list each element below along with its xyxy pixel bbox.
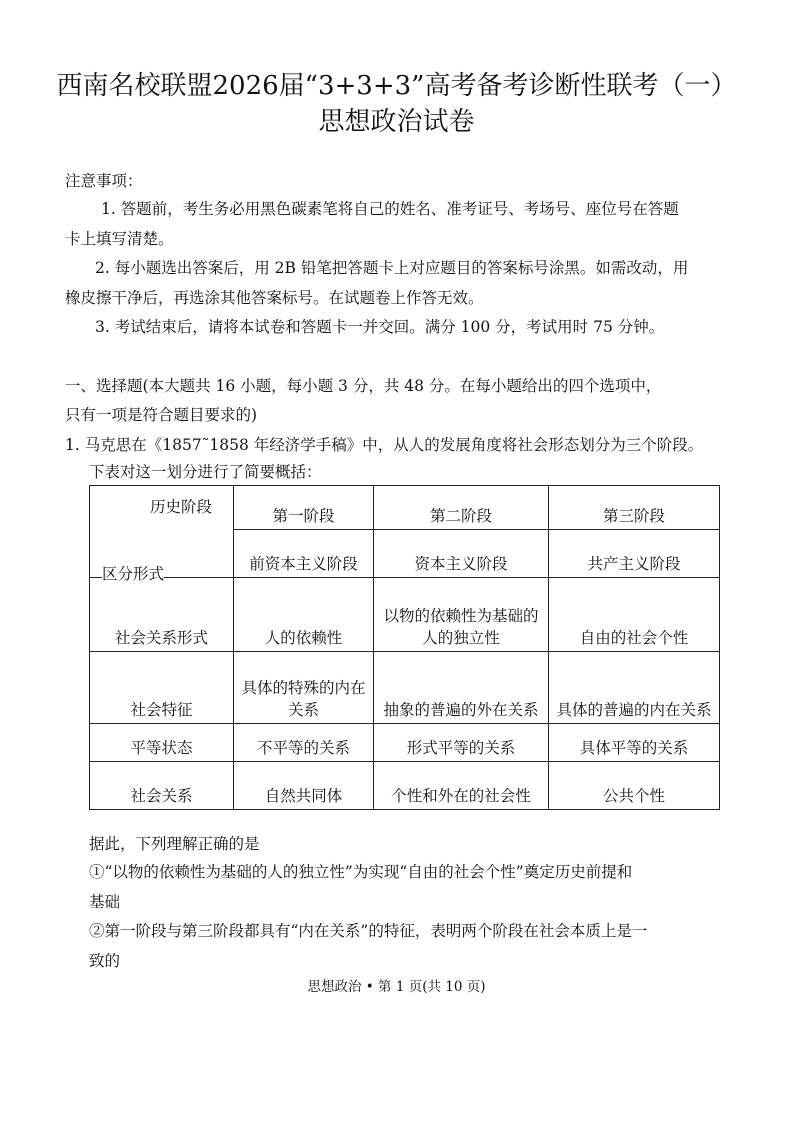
corner-top-label: 历史阶段 [150, 498, 213, 516]
question-stem-2: 下表对这一划分进行了简要概括： [89, 463, 322, 481]
row-label: 社会关系形式 [90, 578, 234, 652]
exam-title: 西南名校联盟2026届“3+3+3”高考备考诊断性联考（一） [56, 71, 737, 101]
table-corner [90, 486, 234, 583]
page-footer: 思想政治 • 第 1 页(共 10 页) [307, 979, 486, 995]
notice-heading: 注意事项： [65, 172, 143, 190]
exam-subtitle: 思想政治试卷 [318, 107, 475, 137]
stage-header-1: 第一阶段 [234, 486, 374, 530]
table-cell: 具体的特殊的内在关系 [234, 652, 374, 724]
section-heading-1: 一、选择题(本大题共 16 小题，每小题 3 分，共 48 分。在每小题给出的四个选项中， [65, 377, 662, 395]
table-cell: 自然共同体 [234, 762, 374, 810]
table-cell: 人的依赖性 [234, 578, 374, 652]
option-2-line-b: 致的 [89, 952, 121, 970]
table-cell: 形式平等的关系 [374, 724, 549, 762]
question-prompt: 据此，下列理解正确的是 [89, 835, 260, 853]
table-row [90, 578, 720, 652]
option-1-line-a: ①“以物的依赖性为基础的人的独立性”为实现“自由的社会个性”奠定历史前提和 [89, 863, 633, 881]
table-cell: 具体平等的关系 [549, 724, 720, 762]
option-2-line-a: ②第一阶段与第三阶段都具有“内在关系”的特征，表明两个阶段在社会本质上是一 [89, 922, 648, 940]
notice-item-1b: 卡上填写清楚。 [65, 230, 174, 248]
row-label: 社会关系 [90, 762, 234, 810]
question-stem-1: 1. 马克思在《1857˜1858 年经济学手稿》中，从人的发展角度将社会形态划分为三个阶段。 [65, 436, 704, 454]
notice-item-2a: 2. 每小题选出答案后，用 2B 铅笔把答题卡上对应题目的答案标号涂黑。如需改动，用 [95, 259, 689, 277]
table-cell: 自由的社会个性 [549, 578, 720, 652]
stage-table [89, 485, 720, 810]
table-row [90, 762, 720, 810]
table-row [90, 652, 720, 724]
option-1-line-b: 基础 [89, 893, 121, 911]
row-label: 平等状态 [90, 724, 234, 762]
table-cell: 公共个性 [549, 762, 720, 810]
notice-item-2b: 橡皮擦干净后，再选涂其他答案标号。在试题卷上作答无效。 [65, 289, 484, 307]
table-cell: 以物的依赖性为基础的人的独立性 [374, 578, 549, 652]
table-cell: 抽象的普遍的外在关系 [374, 652, 549, 724]
stage-name-1: 前资本主义阶段 [234, 530, 374, 578]
corner-bottom-label: 区分形式 [102, 565, 165, 583]
notice-item-1a: 1. 答题前，考生务必用黑色碳素笔将自己的姓名、准考证号、考场号、座位号在答题 [101, 200, 679, 218]
notice-item-3: 3. 考试结束后，请将本试卷和答题卡一并交回。满分 100 分，考试用时 75 分钟。 [95, 318, 665, 336]
stage-name-2: 资本主义阶段 [374, 530, 549, 578]
table-cell: 个性和外在的社会性 [374, 762, 549, 810]
stage-name-3: 共产主义阶段 [549, 530, 720, 578]
stage-header-2: 第二阶段 [374, 486, 549, 530]
table-cell: 具体的普遍的内在关系 [549, 652, 720, 724]
section-heading-2: 只有一项是符合题目要求的) [65, 406, 258, 424]
row-label: 社会特征 [90, 652, 234, 724]
stage-header-3: 第三阶段 [549, 486, 720, 530]
table-row [90, 724, 720, 762]
table-cell: 不平等的关系 [234, 724, 374, 762]
